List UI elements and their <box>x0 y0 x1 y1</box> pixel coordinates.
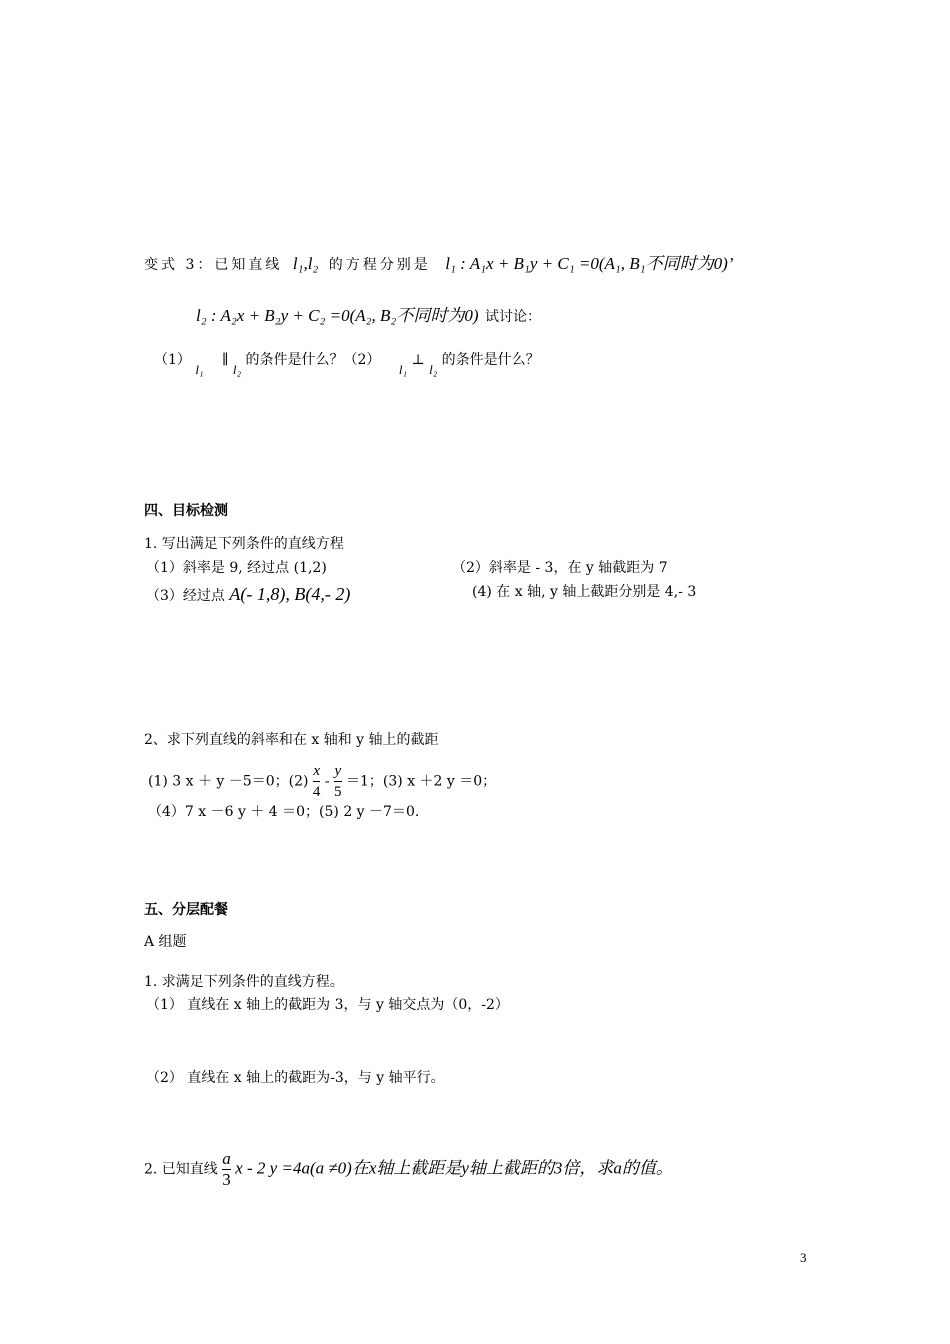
section5-group: A 组题 <box>144 934 187 950</box>
q1-label: （1） <box>154 352 191 368</box>
frac1-numerator: x <box>313 763 320 779</box>
parallel-symbol: ∥ <box>221 352 229 368</box>
frac1-denominator: 4 <box>312 784 321 800</box>
q1-text: 的条件是什么？（2） <box>245 352 381 368</box>
variant3-line2 <box>196 306 541 326</box>
frac-a-numerator: a <box>222 1149 231 1168</box>
section4-q1: 1. 写出满足下列条件的直线方程 <box>144 536 344 552</box>
variant3-eq1: l₁ : A₁x + B₁y + C₁ =0(A₁, B₁不同时为0)’ <box>445 254 734 273</box>
section4-q1-3-points: A(- 1,8), B(4,- 2) <box>229 584 351 604</box>
section4-heading: 四、目标检测 <box>144 503 228 519</box>
perp-symbol: ⊥ <box>411 352 425 368</box>
section4-q2-line1-b: ＝1；(3) x ＋2 y ＝0； <box>346 773 497 790</box>
section4-q2-line1-a: (1) 3 x ＋ y －5＝0；(2) <box>148 773 309 790</box>
l2b-symbol: l₂ <box>429 362 438 377</box>
page-number: 3 <box>800 1250 807 1265</box>
section4-q2-line2: （4）7 x －6 y ＋ 4 ＝0；(5) 2 y －7＝0. <box>148 804 420 820</box>
section4-q1-2: （2）斜率是 - 3，在 y 轴截距为 7 <box>452 560 668 576</box>
section5-q2-equation: x - 2 y =4a(a ≠0)在x轴上截距是y轴上截距的3倍，求a的值。 <box>235 1158 673 1178</box>
section4-q1-3-label: （3）经过点 <box>146 588 230 604</box>
fraction-x-over-4 <box>313 762 321 801</box>
variant3-eq2: l₂ : A₂x + B₂y + C₂ =0(A₂, B₂不同时为0) <box>196 306 479 325</box>
frac2-denominator: 5 <box>334 784 342 800</box>
minus-sign: - <box>324 773 330 790</box>
section5-q1-1: （1） 直线在 x 轴上的截距为 3，与 y 轴交点为（0，-2） <box>146 997 509 1013</box>
l1b-symbol: l₁ <box>398 362 407 377</box>
q2-text: 的条件是什么？ <box>441 352 540 368</box>
variant3-lines: l₁,l₂ <box>292 254 319 273</box>
section5-q2 <box>144 1150 673 1189</box>
section5-q1: 1. 求满足下列条件的直线方程。 <box>144 974 344 990</box>
l2-symbol: l₂ <box>232 362 242 377</box>
section4-q1-1: （1）斜率是 9, 经过点 (1,2) <box>146 560 327 576</box>
section4-q2-line1 <box>148 762 496 801</box>
section4-q1-3 <box>146 584 350 606</box>
variant3-suffix: 试讨论： <box>484 309 541 325</box>
fraction-y-over-5 <box>334 762 342 801</box>
variant3-prefix: 变式 3：已知直线 <box>144 257 283 273</box>
frac-a-denominator: 3 <box>222 1170 231 1189</box>
l1-symbol: l₁ <box>195 362 204 377</box>
variant3-line1 <box>144 254 733 274</box>
fraction-a-over-3 <box>222 1150 231 1189</box>
section5-q1-2: （2） 直线在 x 轴上的截距为-3，与 y 轴平行。 <box>146 1070 445 1086</box>
frac1-bar <box>313 781 321 782</box>
variant3-line3 <box>154 352 540 377</box>
variant3-middle: 的方程分别是 <box>328 257 431 273</box>
frac2-bar <box>334 781 342 782</box>
section5-heading: 五、分层配餐 <box>144 902 228 918</box>
section4-q2: 2、求下列直线的斜率和在 x 轴和 y 轴上的截距 <box>144 732 439 748</box>
frac2-numerator: y <box>334 763 342 779</box>
section5-q2-label: 2. 已知直线 <box>144 1161 218 1178</box>
section4-q1-4: (4) 在 x 轴, y 轴上截距分别是 4,- 3 <box>472 584 697 600</box>
